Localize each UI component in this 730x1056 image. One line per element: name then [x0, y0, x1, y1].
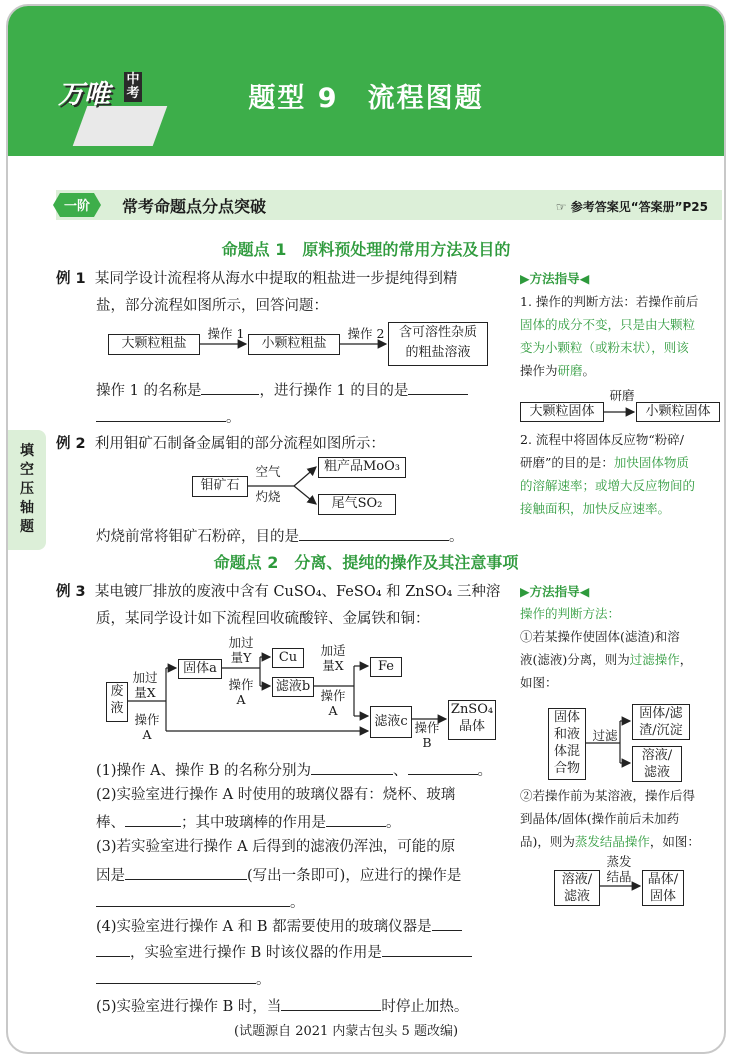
- ex3-q2-b: 棒、: [96, 815, 125, 831]
- ex3-add-y: 加过 量Y: [228, 635, 254, 665]
- ex3-box-filtrate-b: 滤液b: [272, 677, 314, 697]
- logo-sub: 中考: [124, 72, 142, 102]
- ex3-box-solid-a: 固体a: [178, 659, 222, 679]
- ex3-text1: 某电镀厂排放的废液中含有 CuSO₄、FeSO₄ 和 ZnSO₄ 三种溶: [94, 584, 501, 600]
- guide1-t2b-a: 研磨”的目的是：: [520, 455, 614, 470]
- guide1-t1b: 固体的成分不变，只是由大颗粒: [520, 317, 696, 332]
- guide2-t2b: 到晶体/固体(操作前后未加药: [520, 811, 680, 826]
- ex3-q3-line1: (3)若实验室进行操作 A 后得到的滤液仍浑浊，可能的原: [96, 839, 456, 855]
- ex1-q-a: 操作 1 的名称是: [96, 383, 202, 399]
- guide1-arrow-label: 研磨: [609, 388, 635, 403]
- ex2-cond-air: 空气: [255, 464, 281, 479]
- ex2-label: 例 2: [56, 436, 86, 452]
- guide2-box-solution: 溶液/ 滤液: [554, 870, 600, 906]
- ex3-q2-end: 。: [386, 815, 401, 831]
- ex2-q-a: 灼烧前常将钼矿石粉碎，目的是: [96, 529, 299, 545]
- ex3-q1-end: 。: [477, 763, 492, 779]
- section-title: 常考命题点分点突破: [122, 197, 267, 216]
- guide2-box-liquid: 溶液/ 滤液: [632, 746, 682, 782]
- ex1-op1: 操作 1: [207, 326, 245, 341]
- guide1-head: ▶方法指导◀: [520, 271, 590, 286]
- guide1-t2c: 的溶解速率；或增大反应物间的: [520, 478, 696, 493]
- ex2-box-so2: 尾气SO₂: [318, 494, 396, 515]
- side-tab-label: 填空压轴题: [20, 443, 34, 535]
- badge-text: 一阶: [63, 199, 91, 214]
- guide2-t2c-b: 蒸发结晶操作: [574, 834, 650, 849]
- answer-reference: ☞ 参考答案见“答案册”P25: [555, 200, 708, 214]
- guide2-head: ▶方法指导◀: [520, 584, 590, 599]
- ex2-box-moo3: 粗产品MoO₃: [318, 457, 406, 478]
- ex1-op2: 操作 2: [347, 326, 385, 341]
- ex3-source: (试题源自 2021 内蒙古包头 5 题改编): [234, 1024, 459, 1039]
- guide2-t1b-c: ，: [679, 652, 693, 667]
- guide1-t1d-a: 操作为: [520, 363, 558, 378]
- ex3-add-x2: 加适 量X: [320, 643, 346, 673]
- ex1-box3a: 含可溶性杂质: [398, 325, 477, 340]
- guide2-box-mix: 固体 和液 体混 合物: [548, 708, 586, 780]
- ex3-box-znso4: ZnSO₄ 晶体: [448, 700, 496, 740]
- guide1-box-coarse: 大颗粒固体: [520, 402, 604, 422]
- guide1-box-fine: 小颗粒固体: [636, 402, 720, 422]
- guide2-filter-label: 过滤: [592, 728, 618, 743]
- ex3-q4-end: 。: [256, 972, 271, 988]
- guide2-t0: 操作的判断方法：: [520, 606, 621, 621]
- ex3-box-cu: Cu: [272, 648, 304, 668]
- guide2-t1b-b: 过滤操作: [629, 652, 680, 667]
- ex3-op-a3: 操作 A: [320, 688, 346, 718]
- ex1-label: 例 1: [56, 271, 86, 287]
- guide2-t2c: [520, 830, 720, 853]
- guide2-evap-label: 蒸发 结晶: [606, 854, 632, 884]
- guide2-text2: [520, 784, 720, 853]
- guide2-t1c: 如图：: [520, 675, 558, 690]
- ex3-q1-a: (1)操作 A、操作 B 的名称分别为: [96, 763, 311, 779]
- ex3-line2: 质，某同学设计如下流程回收硫酸锌、金属铁和铜：: [96, 611, 430, 627]
- guide1-t1a: 1. 操作的判断方法：若操作前后: [520, 294, 699, 309]
- ex3-label: 例 3: [56, 584, 86, 600]
- ex3-q3-c: (写出一条即可)，应进行的操作是: [247, 868, 462, 884]
- guide2-box-crystal: 晶体/ 固体: [642, 870, 684, 906]
- guide1-t1d-c: 。: [582, 363, 596, 378]
- ex3-q3-end: 。: [290, 895, 305, 911]
- ex2-text1: 利用钼矿石制备金属钼的部分流程如图所示：: [94, 436, 385, 452]
- ex2-cond-burn: 灼烧: [255, 489, 281, 504]
- ex3-op-a1: 操作 A: [134, 712, 160, 742]
- ex3-add-x1: 加过 量X: [132, 670, 158, 700]
- point2-title: 命题点 2 分离、提纯的操作及其注意事项: [213, 553, 519, 572]
- ex3-box-fe: Fe: [370, 657, 402, 677]
- ex3-op-a2: 操作 A: [228, 677, 254, 707]
- guide1-t2d: 接触面积，加快反应速率。: [520, 501, 671, 516]
- guide2-t1a: ①若某操作使固体(滤渣)和溶: [520, 629, 680, 644]
- guide1-t2a: 2. 流程中将固体反应物“粉碎/: [520, 432, 685, 447]
- logo-main: 万唯: [58, 80, 111, 110]
- guide2-lines: [8, 6, 724, 1052]
- ex3-q4-a: (4)实验室进行操作 A 和 B 都需要使用的玻璃仪器是: [96, 919, 432, 935]
- ex3-op-b: 操作 B: [414, 720, 440, 750]
- page: [6, 4, 726, 1054]
- point1-title: 命题点 1 原料预处理的常用方法及目的: [221, 240, 511, 259]
- ex1-box-coarse: 大颗粒粗盐: [108, 334, 200, 355]
- guide1-t2b-b: 加快固体物质: [613, 455, 689, 470]
- ex3-q5-a: (5)实验室进行操作 B 时，当: [96, 999, 282, 1015]
- ex3-q1-sep: 、: [393, 763, 408, 779]
- ex1-text1: 某同学设计流程将从海水中提取的粗盐进一步提纯得到精: [94, 271, 458, 287]
- guide1-t1c-text: 变为小颗粒（或粉末状），则该: [520, 340, 689, 355]
- ex3-q3-b: 因是: [96, 868, 125, 884]
- ex3-q2-c: ；其中玻璃棒的作用是: [181, 815, 326, 831]
- ex3-box-waste: 废 液: [106, 682, 128, 722]
- ex1-q-end: 。: [226, 410, 241, 426]
- ex1-line2: 盐，部分流程如图所示，回答问题：: [96, 298, 328, 314]
- guide1-t1d-b: 研磨: [557, 363, 583, 378]
- ex3-q5-b: 时停止加热。: [381, 999, 469, 1015]
- guide2-t2c-a: 品)，则为: [520, 834, 575, 849]
- ex3-q2-line1: (2)实验室进行操作 A 时使用的玻璃仪器有：烧杯、玻璃: [96, 787, 456, 803]
- ex2-box-ore: 钼矿石: [192, 476, 248, 497]
- ex3-q4-b: ，实验室进行操作 B 时该仪器的作用是: [130, 945, 382, 961]
- ex2-q-end: 。: [449, 529, 464, 545]
- guide2-t1b-a: 液(滤液)分离，则为: [520, 652, 630, 667]
- guide2-box-solid: 固体/滤 渣/沉淀: [632, 704, 690, 740]
- ex1-box3b: 的粗盐溶液: [405, 345, 471, 360]
- guide2-t2a: ②若操作前为某溶液，操作后得: [520, 788, 696, 803]
- page-title: 题型 9 流程图题: [248, 83, 484, 114]
- guide2-t2c-c: ，如图：: [649, 834, 700, 849]
- ex1-box-fine: 小颗粒粗盐: [248, 334, 340, 355]
- ex1-q-b: ，进行操作 1 的目的是: [259, 383, 409, 399]
- ex3-box-filtrate-c: 滤液c: [370, 706, 412, 738]
